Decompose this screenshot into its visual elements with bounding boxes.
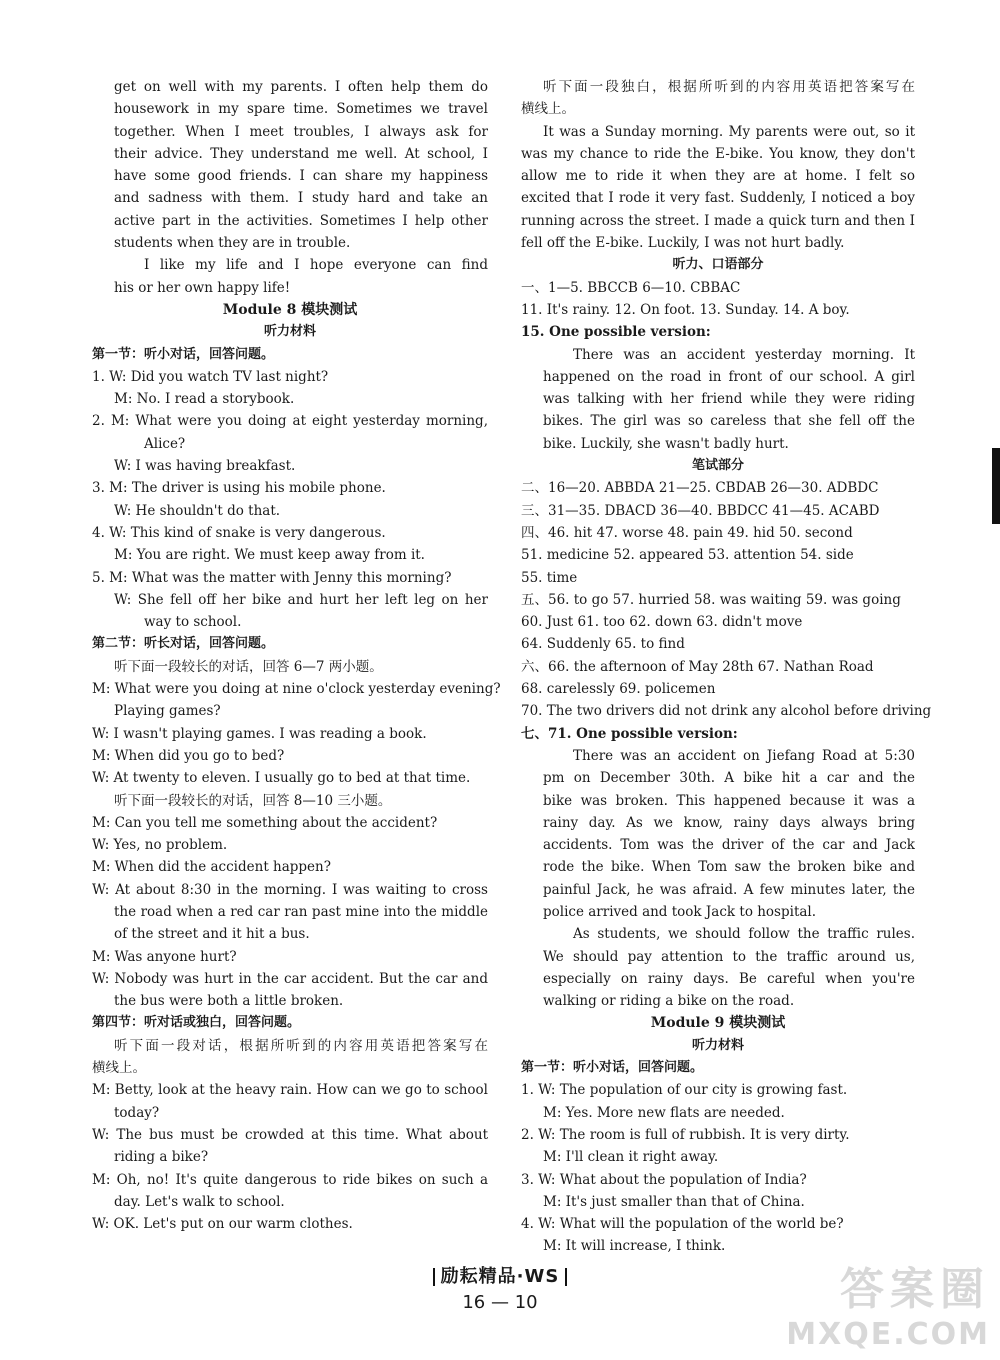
text-line: There was an accident on Jiefang Road at 5:30 xyxy=(573,747,915,764)
text-line: 五、56. to go 57. hurried 58. was waiting 59. was going xyxy=(521,591,901,608)
text-line: W: Nobody was hurt in the car accident. But the car and xyxy=(92,970,488,987)
text-line: 68. carelessly 69. policemen xyxy=(521,681,716,698)
text-line: 1. W: Did you watch TV last night? xyxy=(92,368,329,385)
text-line: 1. W: The population of our city is growing fast. xyxy=(521,1082,848,1099)
text-line: the road when a red car ran past mine into the middle xyxy=(114,903,488,920)
brand-text: 励耘精品·WS xyxy=(440,1266,560,1287)
text-line: students when they are in trouble. xyxy=(114,235,351,252)
text-line: Module 8 模块测试 xyxy=(222,301,358,318)
text-line: 七、71. One possible version: xyxy=(521,725,738,742)
text-line: 60. Just 61. too 62. down 63. didn't move xyxy=(521,614,803,631)
text-line: 横线上。 xyxy=(521,101,575,118)
watermark-top: 答案圈 xyxy=(840,1264,990,1315)
text-line: As students, we should follow the traffic rules. xyxy=(573,926,915,943)
right-column xyxy=(521,76,932,1258)
text-line: bikes. The girl was so careless that she fell off the xyxy=(543,413,915,430)
text-line: 2. M: What were you doing at eight yesterday morning, xyxy=(92,413,488,430)
text-line: 听下面一段对话，根据所听到的内容用英语把答案写在 xyxy=(114,1037,488,1054)
text-line: was my chance to ride the E-bike. You know, they don't xyxy=(521,145,915,162)
text-line: 4. W: This kind of snake is very dangerous. xyxy=(92,524,386,541)
text-line: 听下面一段较长的对话，回答 6—7 两小题。 xyxy=(114,658,383,675)
text-line: 四、46. hit 47. worse 48. pain 49. hid 50. second xyxy=(521,524,853,541)
text-line: get on well with my parents. I often help them do xyxy=(114,79,488,95)
text-line: 二、16—20. ABBDA 21—25. CBDAB 26—30. ADBDC xyxy=(521,480,879,497)
text-line: 第一节：听小对话，回答问题。 xyxy=(521,1060,704,1076)
text-line: M: What were you doing at nine o'clock yesterday evening? xyxy=(92,681,501,698)
text-line: M: No. I read a storybook. xyxy=(114,391,295,408)
text-line: 15. One possible version: xyxy=(521,324,711,341)
text-line: 一、1—5. BBCCB 6—10. CBBAC xyxy=(521,279,741,296)
text-line: 第二节：听长对话，回答问题。 xyxy=(92,636,275,652)
text-line: 2. W: The room is full of rubbish. It is very dirty. xyxy=(521,1126,850,1143)
text-line: It was a Sunday morning. My parents were out, so it xyxy=(543,123,915,140)
text-line: of the street and it hit a bus. xyxy=(114,926,310,943)
text-line: W: I was having breakfast. xyxy=(114,458,296,475)
text-line: M: Yes. More new flats are needed. xyxy=(543,1104,785,1121)
text-line: There was an accident yesterday morning. It xyxy=(573,346,915,363)
text-line: 听力、口语部分 xyxy=(672,257,764,273)
text-line: I like my life and I hope everyone can find xyxy=(144,257,488,274)
text-line: accidents. Tom was the driver of the car and Jack xyxy=(543,837,915,854)
text-line: today? xyxy=(114,1104,160,1121)
text-line: 听下面一段较长的对话，回答 8—10 三小题。 xyxy=(114,792,392,809)
text-line: housework in my spare time. Sometimes we travel xyxy=(114,101,488,118)
text-line: 4. W: What will the population of the world be? xyxy=(521,1216,844,1233)
text-line: running across the street. I made a quick turn and then I xyxy=(521,212,915,229)
text-line: 第四节：听对话或独白，回答问题。 xyxy=(92,1015,301,1031)
text-line: W: The bus must be crowded at this time. What about xyxy=(92,1126,488,1143)
text-line: was talking with her friend while they were riding xyxy=(543,391,915,408)
text-line: M: It's just smaller than that of China. xyxy=(543,1193,805,1210)
text-line: 第一节：听小对话，回答问题。 xyxy=(92,346,275,362)
text-line: 三、31—35. DBACD 36—40. BBDCC 41—45. ACABD xyxy=(521,502,880,519)
text-line: 55. time xyxy=(521,569,578,586)
text-line: 51. medicine 52. appeared 53. attention 54. side xyxy=(521,547,854,564)
text-line: We should pay attention to the traffic around us, xyxy=(543,948,915,965)
text-line: 3. M: The driver is using his mobile phone. xyxy=(92,480,386,497)
text-line: W: I wasn't playing games. I was reading a book. xyxy=(92,725,427,742)
text-line: 横线上。 xyxy=(92,1060,146,1077)
text-line: Alice? xyxy=(144,435,186,452)
text-line: especially on rainy days. Be careful when you're xyxy=(543,970,915,987)
text-line: Playing games? xyxy=(114,703,221,720)
text-line: have some good friends. I can share my happiness xyxy=(114,168,488,185)
text-line: 听下面一段独白，根据所听到的内容用英语把答案写在 xyxy=(543,79,915,95)
text-line: M: I'll clean it right away. xyxy=(543,1149,719,1166)
text-line: their advice. They understand me well. At school, I xyxy=(114,145,488,162)
text-line: rode the bike. When Tom saw the broken bike and xyxy=(543,859,915,876)
text-line: W: He shouldn't do that. xyxy=(114,502,281,519)
text-line: pm on December 30th. A bike hit a car and the xyxy=(543,770,915,787)
edge-tab-marker xyxy=(992,448,1000,524)
text-line: day. Let's walk to school. xyxy=(114,1193,285,1210)
text-line: excited that I rode it very fast. Suddenly, I noticed a boy xyxy=(521,190,915,207)
text-line: 70. The two drivers did not drink any alcohol before driving xyxy=(521,703,932,720)
text-line: M: Was anyone hurt? xyxy=(92,948,237,965)
text-line: W: At about 8:30 in the morning. I was waiting to cross xyxy=(92,881,488,898)
text-line: walking or riding a bike on the road. xyxy=(543,993,795,1010)
text-line: riding a bike? xyxy=(114,1149,209,1166)
text-line: M: When did the accident happen? xyxy=(92,859,331,876)
text-line: 3. W: What about the population of India? xyxy=(521,1171,807,1188)
text-line: rainy day. As we know, rainy days always bring xyxy=(543,814,915,831)
text-line: 11. It's rainy. 12. On foot. 13. Sunday. 14. A boy. xyxy=(521,301,850,318)
text-line: M: Betty, look at the heavy rain. How can we go to school xyxy=(92,1082,488,1099)
text-line: 5. M: What was the matter with Jenny this morning? xyxy=(92,569,452,586)
text-line: bike was broken. This happened because it was a xyxy=(543,792,915,809)
text-line: the bus were both a little broken. xyxy=(114,993,344,1010)
text-line: 听力材料 xyxy=(691,1037,744,1053)
text-line: W: Yes, no problem. xyxy=(92,837,228,854)
text-line: W: OK. Let's put on our warm clothes. xyxy=(92,1216,353,1233)
watermark xyxy=(786,1253,990,1352)
text-line: M: Can you tell me something about the accident? xyxy=(92,814,438,831)
text-line: together. When I meet troubles, I always ask for xyxy=(114,123,488,140)
text-line: happened on the road in front of our school. A girl xyxy=(543,368,915,385)
text-line: M: It will increase, I think. xyxy=(543,1238,726,1255)
text-line: fell off the E-bike. Luckily, I was not hurt badly. xyxy=(521,235,845,252)
text-line: and sadness with them. I study hard and take an xyxy=(114,190,488,207)
text-line: police arrived and took Jack to hospital. xyxy=(543,903,817,920)
text-line: painful Jack, he was afraid. A few minutes later, the xyxy=(543,881,915,898)
text-line: bike. Luckily, she wasn't badly hurt. xyxy=(543,435,789,452)
text-line: W: At twenty to eleven. I usually go to bed at that time. xyxy=(92,770,471,787)
text-line: W: She fell off her bike and hurt her left leg on her xyxy=(114,591,488,608)
text-line: 六、66. the afternoon of May 28th 67. Nathan Road xyxy=(521,658,874,675)
text-line: 笔试部分 xyxy=(691,458,744,474)
text-line: way to school. xyxy=(144,614,242,631)
text-line: M: Oh, no! It's quite dangerous to ride bikes on such a xyxy=(92,1171,488,1188)
text-line: M: When did you go to bed? xyxy=(92,747,285,764)
page-number: 16 — 10 xyxy=(462,1292,538,1313)
text-line: M: You are right. We must keep away from it. xyxy=(114,547,425,564)
text-line: his or her own happy life! xyxy=(114,279,291,296)
left-column xyxy=(92,76,501,1235)
text-line: active part in the activities. Sometimes I help other xyxy=(114,212,488,229)
text-line: 听力材料 xyxy=(263,324,316,340)
text-line: 64. Suddenly 65. to find xyxy=(521,636,685,653)
text-line: Module 9 模块测试 xyxy=(650,1015,786,1032)
watermark-bottom: MXQE.COM xyxy=(786,1317,990,1352)
text-line: allow me to ride it when they are at home. I felt so xyxy=(521,168,915,185)
